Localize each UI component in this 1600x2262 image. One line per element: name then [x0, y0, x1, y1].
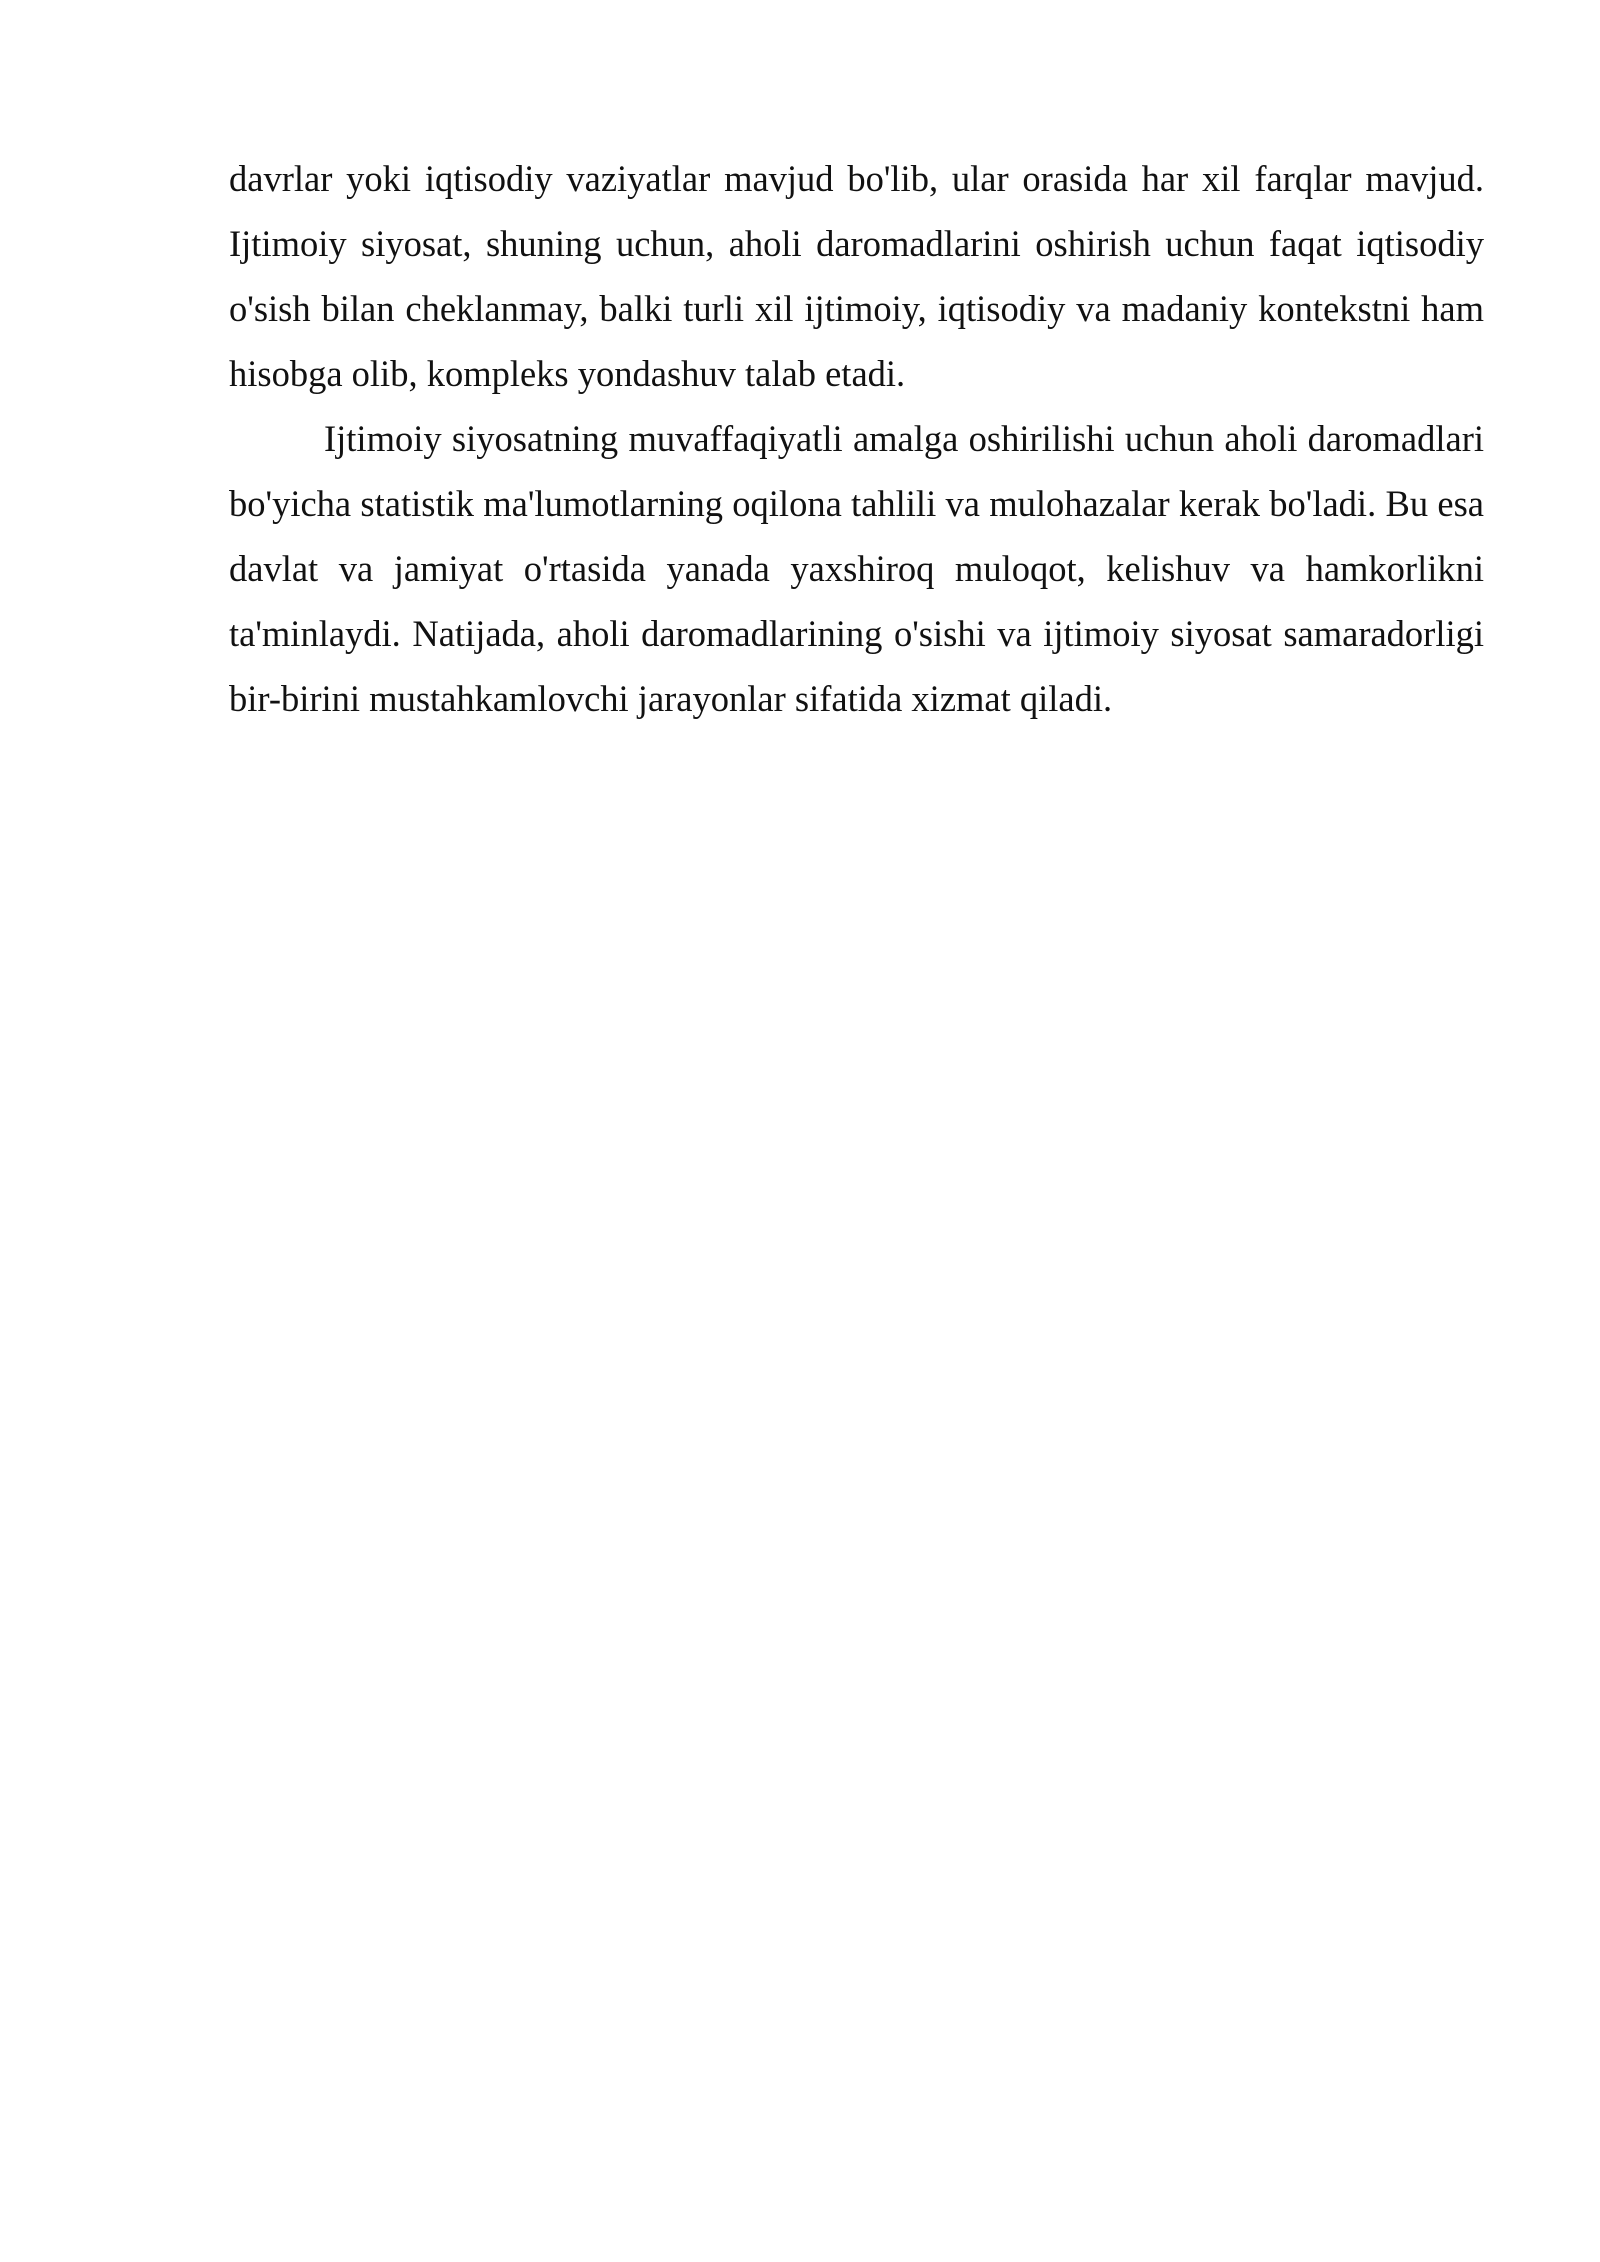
body-text [229, 146, 1484, 731]
paragraph-continuation: davrlar yoki iqtisodiy vaziyatlar mavjud bo'lib, ular orasida har xil farqlar mavjud. Ijtimoiy siyosat, shuning uchun, aholi daromadlarini oshirish uchun faqat iqtisodiy o'sish bilan cheklanmay, balki turli xil ijtimoiy, iqtisodiy va madaniy kontekstni ham hisobga olib, kompleks yondashuv talab etadi. [229, 158, 1484, 394]
paragraph-ijtimoiy-siyosat: Ijtimoiy siyosatning muvaffaqiyatli amalga oshirilishi uchun aholi daromadlari bo'yicha statistik ma'lumotlarning oqilona tahlili va mulohazalar kerak bo'ladi. Bu esa davlat va jamiyat o'rtasida yanada yaxshiroq muloqot, kelishuv va hamkorlikni ta'minlaydi. Natijada, aholi daromadlarining o'sishi va ijtimoiy siyosat samaradorligi bir-birini mustahkamlovchi jarayonlar sifatida xizmat qiladi. [229, 418, 1484, 719]
